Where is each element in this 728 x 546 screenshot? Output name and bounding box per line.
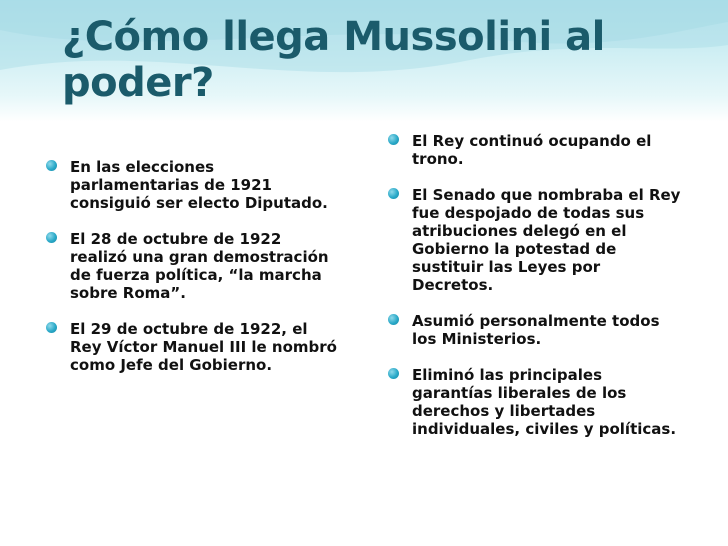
list-item: [44, 158, 340, 212]
left-bullet-list: [44, 158, 340, 392]
list-item: [44, 230, 340, 302]
right-bullet-list: [386, 132, 686, 456]
bullet-text: El 28 de octubre de 1922 realizó una gran demostración de fuerza política, “la marcha sobre Roma”.: [70, 230, 329, 302]
list-item: [386, 366, 686, 438]
list-item: [386, 132, 686, 168]
list-item: [386, 312, 686, 348]
bullet-text: Eliminó las principales garantías liberales de los derechos y libertades individuales, civiles y políticas.: [412, 366, 677, 438]
list-item: [386, 186, 686, 294]
list-item: [44, 320, 340, 374]
bullet-text: El Senado que nombraba el Rey fue despojado de todas sus atribuciones delegó en el Gobierno la potestad de sustituir las Leyes por Decretos.: [412, 186, 681, 294]
bullet-text: El Rey continuó ocupando el trono.: [412, 132, 652, 168]
slide-title: ¿Cómo llega Mussolini al poder?: [62, 14, 605, 106]
bullet-text: Asumió personalmente todos los Ministerios.: [412, 312, 660, 348]
bullet-text: El 29 de octubre de 1922, el Rey Víctor Manuel III le nombró como Jefe del Gobierno.: [70, 320, 337, 374]
bullet-text: En las elecciones parlamentarias de 1921 consiguió ser electo Diputado.: [70, 158, 328, 212]
